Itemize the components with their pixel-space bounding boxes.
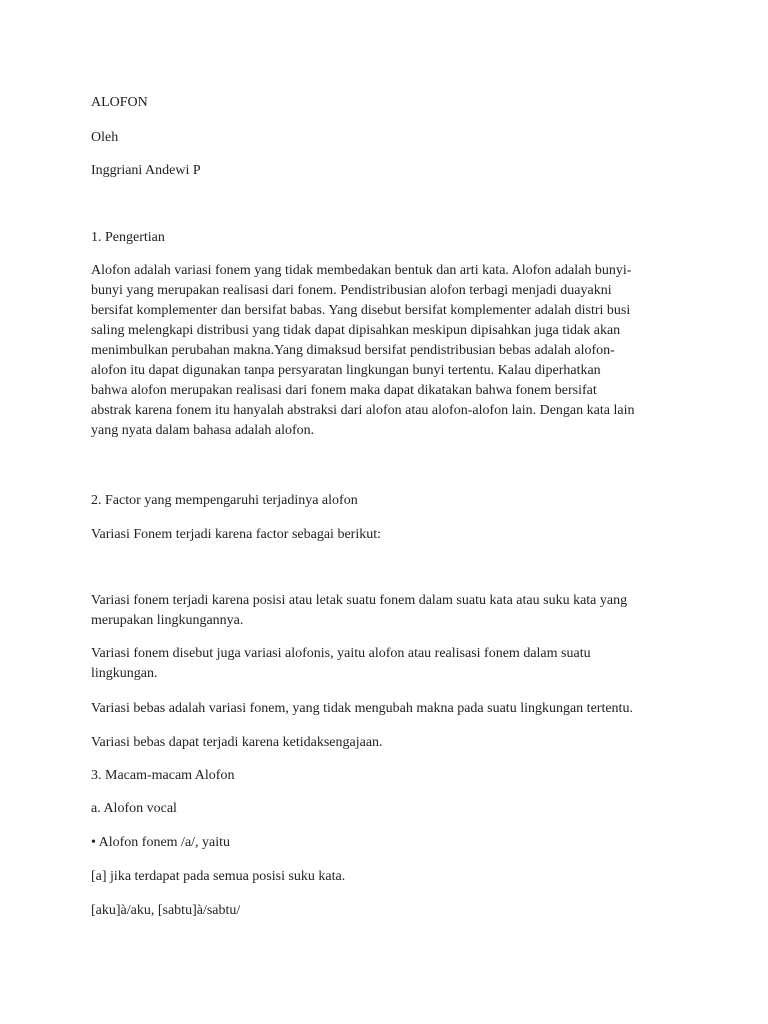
section1-heading: 1. Pengertian — [91, 230, 165, 245]
paragraph-line: saling melengkapi distribusi yang tidak dapat dipisahkan meskipun dipisahkan juga tidak akan — [91, 323, 621, 338]
paragraph-line: Alofon adalah variasi fonem yang tidak membedakan bentuk dan arti kata. Alofon adalah bunyi- — [91, 263, 632, 278]
paragraph-line: bersifat komplementer dan bersifat babas. Yang disebut bersifat komplementer adalah distri busi — [91, 303, 631, 318]
document-title: ALOFON — [91, 95, 148, 110]
section2-heading: 2. Factor yang mempengaruhi terjadinya alofon — [91, 493, 358, 508]
paragraph-line: alofon itu dapat digunakan tanpa persyaratan lingkungan bunyi tertentu. Kalau diperhatkan — [91, 363, 601, 378]
section3-example: [aku]à/aku, [sabtu]à/sabtu/ — [91, 903, 241, 918]
paragraph-line: merupakan lingkungannya. — [91, 613, 244, 628]
paragraph-line: menimbulkan perubahan makna.Yang dimaksud bersifat pendistribusian bebas adalah alofon- — [91, 343, 615, 358]
section3-sub-a: a. Alofon vocal — [91, 801, 177, 816]
paragraph-line: Variasi fonem disebut juga variasi alofonis, yaitu alofon atau realisasi fonem dalam suatu — [91, 646, 591, 661]
section1-paragraph — [91, 261, 634, 441]
paragraph-line: yang nyata dalam bahasa adalah alofon. — [91, 423, 315, 438]
section3-bullet: • Alofon fonem /a/, yaitu — [91, 835, 231, 850]
paragraph-line: abstrak karena fonem itu hanyalah abstraksi dari alofon atau alofon-alofon lain. Dengan kata lain — [91, 403, 635, 418]
section2-paragraph-1 — [91, 591, 627, 631]
paragraph-line: Variasi fonem terjadi karena posisi atau letak suatu fonem dalam suatu kata atau suku kata yang — [91, 593, 628, 608]
section2-paragraph-4: Variasi bebas dapat terjadi karena ketidaksengajaan. — [91, 735, 383, 750]
section2-intro: Variasi Fonem terjadi karena factor sebagai berikut: — [91, 527, 381, 542]
section2-paragraph-3: Variasi bebas adalah variasi fonem, yang tidak mengubah makna pada suatu lingkungan tertentu. — [91, 701, 633, 716]
section2-paragraph-2 — [91, 644, 591, 684]
by-label: Oleh — [91, 130, 119, 145]
author-name: Inggriani Andewi P — [91, 163, 201, 178]
paragraph-line: bahwa alofon merupakan realisasi dari fonem maka dapat dikatakan bahwa fonem bersifat — [91, 383, 597, 398]
section3-rule: [a] jika terdapat pada semua posisi suku kata. — [91, 869, 346, 884]
section3-heading: 3. Macam-macam Alofon — [91, 768, 235, 783]
paragraph-line: lingkungan. — [91, 666, 158, 681]
paragraph-line: bunyi yang merupakan realisasi dari fonem. Pendistribusian alofon terbagi menjadi duayakni — [91, 283, 612, 298]
